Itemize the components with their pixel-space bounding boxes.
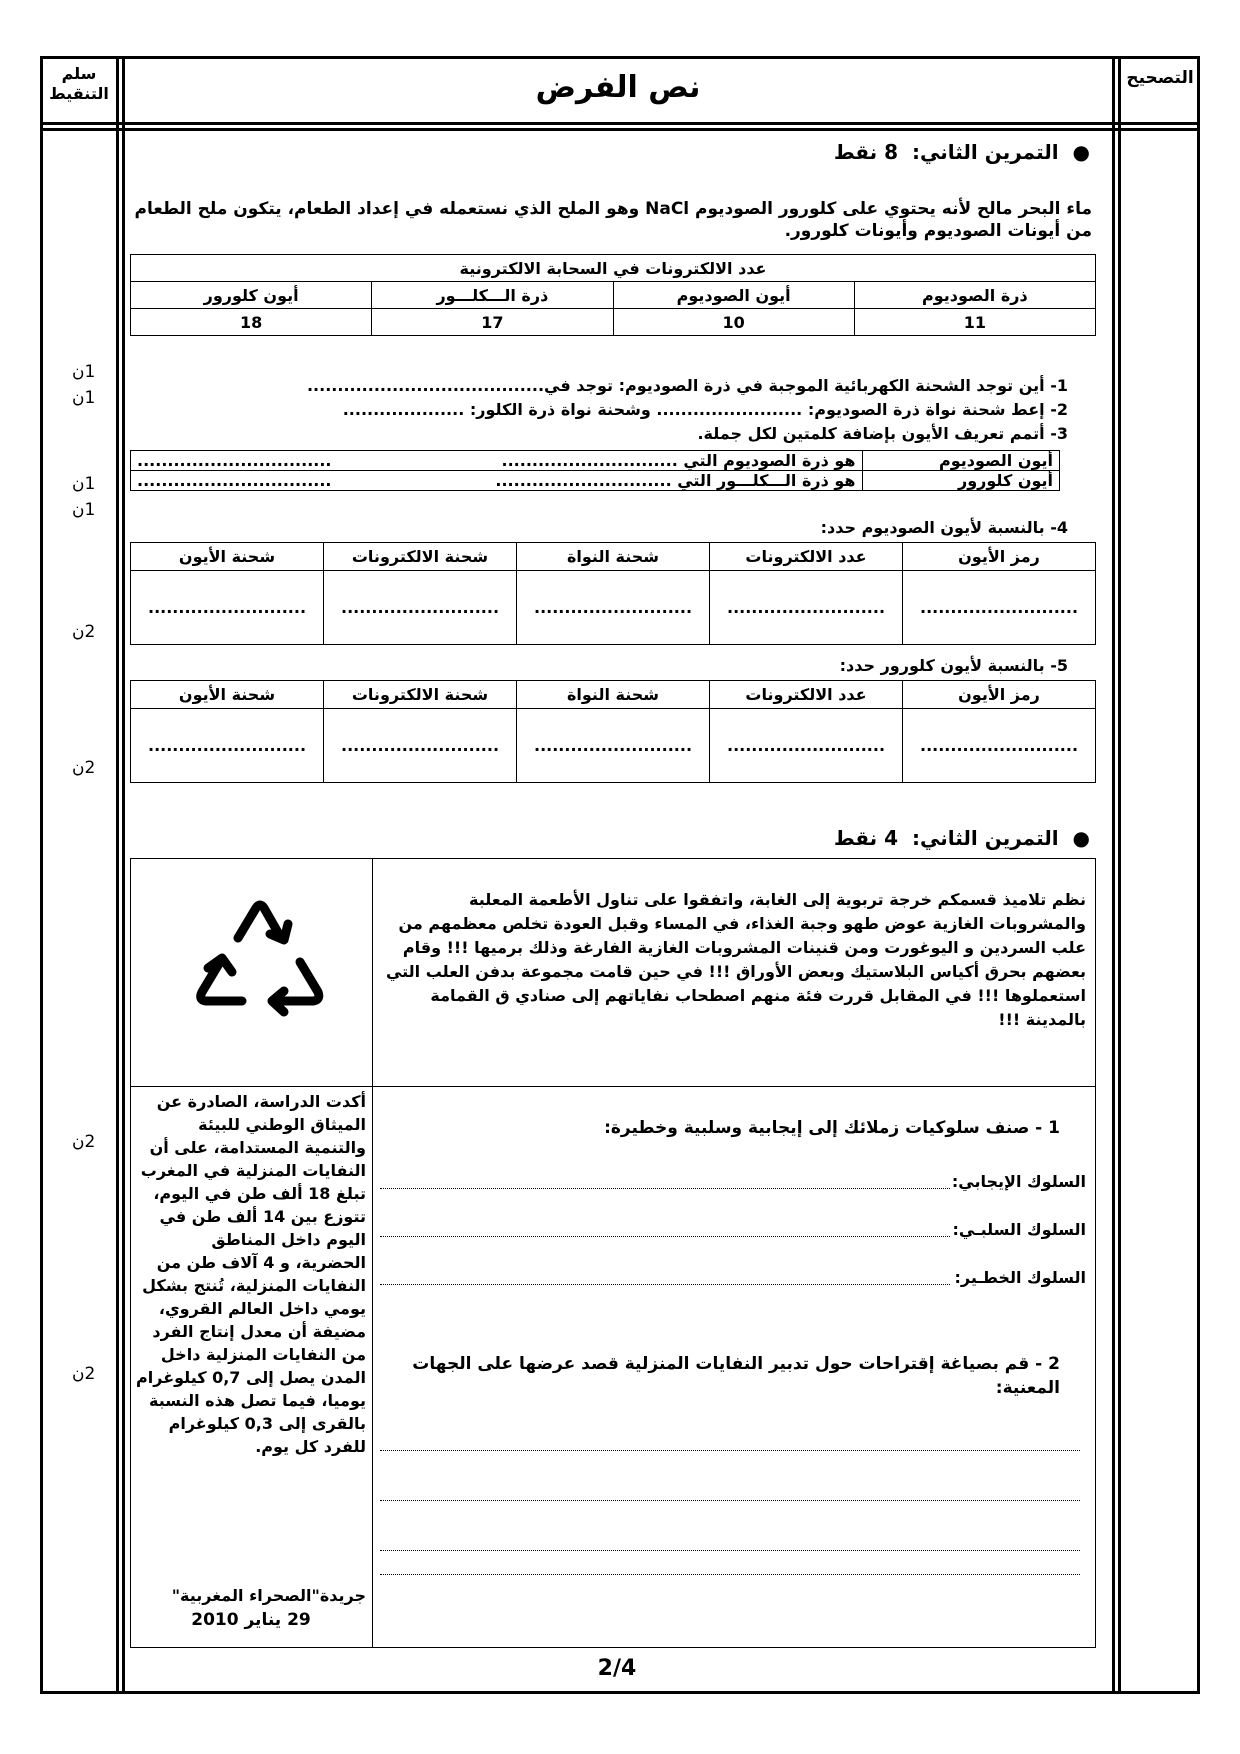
col-electron-charge: شحنة الالكترونات — [324, 543, 517, 571]
score: 2ن — [72, 622, 96, 642]
article-source: جريدة"الصحراء المغربية" — [171, 1586, 366, 1605]
question-5: 5- بالنسبة لأيون كلورور حدد: — [839, 656, 1068, 675]
header-divider-double — [40, 128, 1200, 131]
exercise1-heading — [600, 140, 1090, 164]
score: 2ن — [72, 1364, 96, 1384]
col-nucleus-charge: شحنة النواة — [517, 543, 710, 571]
answer-dots: .......................... — [710, 709, 903, 783]
page-title: نص الفرض — [535, 70, 701, 105]
col-ion-symbol: رمز الأيون — [903, 681, 1096, 709]
correction-column-divider-double — [1118, 56, 1121, 1694]
exercise2-question-1: 1 - صنف سلوكيات زملائك إلى إيجابية وسلبية وخطيرة: — [604, 1118, 1060, 1138]
col-ion-symbol: رمز الأيون — [903, 543, 1096, 571]
answer-dots: .......................... — [517, 709, 710, 783]
behavior-dangerous-label: السلوك الخطـير: — [954, 1268, 1086, 1287]
col-atom-sodium: ذرة الصوديوم — [854, 282, 1095, 309]
behavior-negative-label: السلوك السلبـي: — [952, 1220, 1086, 1239]
correction-column-divider — [1112, 56, 1115, 1694]
answer-dots: ................................ — [131, 471, 389, 491]
answer-dots: .......................... — [131, 709, 324, 783]
answer-line[interactable] — [380, 1450, 1080, 1451]
article-date: 29 يناير 2010 — [191, 1610, 311, 1630]
exercise2-question-2: 2 - قم بصياغة إقتراحات حول تدبير النفايات المنزلية قصد عرضها على الجهات المعنية: — [412, 1354, 1060, 1398]
col-electron-count: عدد الالكترونات — [710, 681, 903, 709]
col-ion-chlore: أيون كلورور — [131, 282, 372, 309]
answer-line[interactable] — [380, 1236, 950, 1237]
exercise2-divider — [372, 858, 373, 1648]
val-ion-chlore: 18 — [131, 309, 372, 336]
col-ion-sodium: أيون الصوديوم — [613, 282, 854, 309]
answer-dots: .......................... — [324, 709, 517, 783]
exercise1-title: التمرين الثاني: — [911, 140, 1059, 164]
answer-dots: .......................... — [517, 571, 710, 645]
exercise2-points: 4 نقط — [833, 826, 899, 850]
bullet-icon: ● — [1072, 826, 1090, 850]
page-number: 2/4 — [597, 1656, 637, 1681]
answer-dots: .......................... — [710, 571, 903, 645]
answer-dots: ................................ — [131, 451, 389, 471]
scale-header: سلم التنقيط — [49, 64, 109, 103]
col-ion-charge: شحنة الأيون — [131, 543, 324, 571]
col-atom-chlore: ذرة الـــكلـــور — [372, 282, 613, 309]
score: 2ن — [72, 1132, 96, 1152]
score-column-divider — [116, 56, 119, 1694]
score: 1ن — [72, 474, 96, 494]
header-divider — [40, 122, 1200, 125]
col-electron-count: عدد الالكترونات — [710, 543, 903, 571]
exercise1-intro: ماء البحر مالح لأنه يحتوي على كلورور الصوديوم NaCl وهو الملح الذي نستعمله في إعداد الطعام، يتكون ملح الطعام من أيونات الصوديوم وأيونات كلورور. — [134, 199, 1092, 241]
col-ion-charge: شحنة الأيون — [131, 681, 324, 709]
answer-dots: .......................... — [324, 571, 517, 645]
electron-table — [130, 254, 1096, 336]
answer-line[interactable] — [380, 1500, 1080, 1501]
score: 1ن — [72, 500, 96, 520]
exercise2-hdivider — [130, 1086, 1096, 1087]
answer-line[interactable] — [380, 1574, 1080, 1575]
col-electron-charge: شحنة الالكترونات — [324, 681, 517, 709]
definition-label: أيون الصوديوم — [862, 451, 1059, 471]
question-4: 4- بالنسبة لأيون الصوديوم حدد: — [820, 518, 1068, 537]
sodium-ion-table — [130, 542, 1096, 645]
exercise2-heading — [600, 826, 1090, 850]
exercise2-story: نظم تلاميذ قسمكم خرجة تربوية إلى الغابة، واتفقوا على تناول الأطعمة المعلبة والمشروبات الغازية عوض طهو وجبة الغذاء، في المساء وقبل العودة تخلص معظمهم من علب السردين و اليوغورت ومن قنينات المشروبات الغازية الفارغة وذلك برميها !!! وقام بعضهم بحرق أكياس البلاستيك وبعض الأوراق !!! في حين قامت مجموعة بدفن العلب التي استعملوها !!! في المقابل قررت فئة منهم اصطحاب نفاياتهم إلى صنادي ق القمامة بالمدينة !!! — [385, 890, 1086, 1029]
definition-text: هو ذرة الـــكلـــور التي ............................. — [389, 471, 862, 491]
score: 2ن — [72, 758, 96, 778]
exercise2-title: التمرين الثاني: — [911, 826, 1059, 850]
question-3: 3- أتمم تعريف الأيون بإضافة كلمتين لكل جملة. — [697, 424, 1068, 443]
question-1: 1- أين توجد الشحنة الكهربائية الموجبة في ذرة الصوديوم: توجد في....................................... — [306, 376, 1068, 395]
val-atom-chlore: 17 — [372, 309, 613, 336]
score: 1ن — [72, 388, 96, 408]
article-text: أكدت الدراسة، الصادرة عن الميثاق الوطني للبيئة والتنمية المستدامة، على أن النفايات المنزلية في المغرب تبلغ 18 ألف طن في اليوم، تتوزع بين 14 ألف طن في اليوم داخل المناطق الحضرية، و 4 آلاف طن من النفايات المنزلية، تُنتج بشكل يومي داخل العالم القروي، مضيفة أن معدل إنتاج الفرد من النفايات المنزلية داخل المدن يصل إلى 0,7 كيلوغرام يوميا، فيما تصل هذه النسبة بالقرى إلى 0,3 كيلوغرام للفرد كل يوم. — [136, 1092, 366, 1456]
bullet-icon: ● — [1072, 140, 1090, 164]
answer-line[interactable] — [380, 1550, 1080, 1551]
correction-header: التصحيح — [1126, 68, 1194, 88]
definition-text: هو ذرة الصوديوم التي ............................. — [389, 451, 862, 471]
answer-line[interactable] — [380, 1284, 950, 1285]
question-2: 2- إعط شحنة نواة ذرة الصوديوم: ........................ وشحنة نواة ذرة الكلور: .................... — [342, 400, 1068, 419]
recycle-icon — [180, 888, 340, 1038]
answer-dots: .......................... — [903, 709, 1096, 783]
answer-dots: .......................... — [903, 571, 1096, 645]
exercise1-points: 8 نقط — [833, 140, 899, 164]
chloride-ion-table — [130, 680, 1096, 783]
electron-table-header: عدد الالكترونات في السحابة الالكترونية — [131, 255, 1096, 282]
ion-definition-table — [130, 450, 1060, 491]
val-atom-sodium: 11 — [854, 309, 1095, 336]
answer-line[interactable] — [380, 1188, 950, 1189]
score-column-divider-double — [122, 56, 125, 1694]
val-ion-sodium: 10 — [613, 309, 854, 336]
col-nucleus-charge: شحنة النواة — [517, 681, 710, 709]
behavior-positive-label: السلوك الإيجابي: — [951, 1172, 1086, 1191]
score: 1ن — [72, 362, 96, 382]
answer-dots: .......................... — [131, 571, 324, 645]
definition-label: أيون كلورور — [862, 471, 1059, 491]
